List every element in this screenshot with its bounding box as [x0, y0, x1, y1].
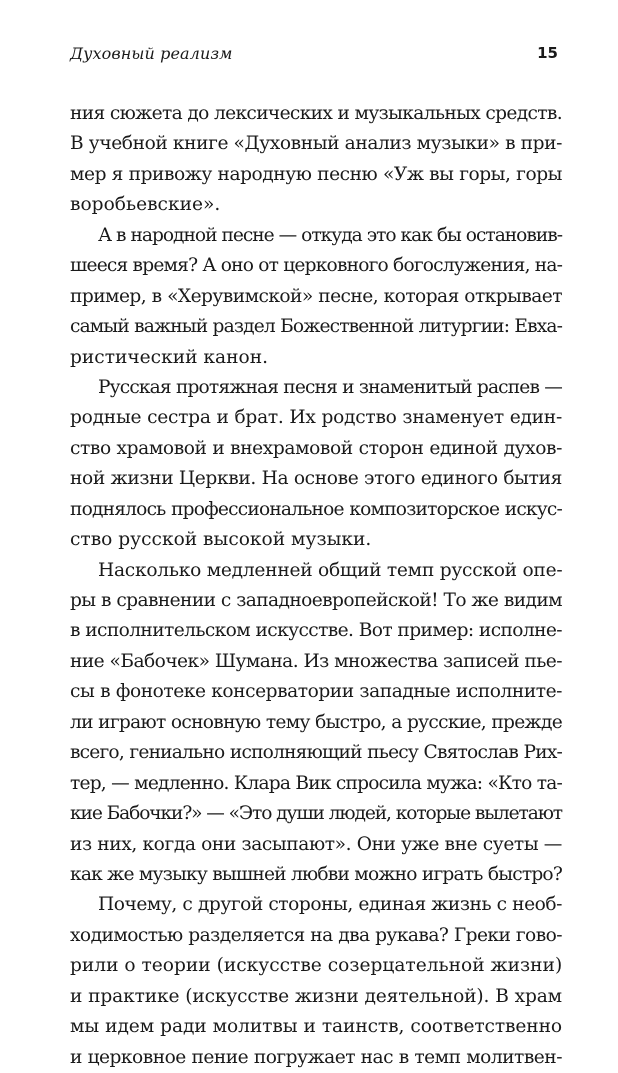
- text-line: тер, — медленно. Клара Вик спросила мужа: «Кто та-: [70, 772, 562, 794]
- text-line: в исполнительском искусстве. Вот пример: исполне-: [70, 620, 562, 642]
- text-line: как же музыку вышней любви можно играть быстро?: [70, 863, 562, 885]
- text-line: ры в сравнении с западноевропейской! То же видим: [70, 590, 562, 611]
- text-line: шееся время? А оно от церковного богослужения, на-: [70, 255, 563, 277]
- paragraph-first-line: Русская протяжная песня и знаменитый распев —: [98, 376, 562, 398]
- text-line: родные сестра и брат. Их родство знаменует един-: [70, 407, 562, 429]
- text-line: мер я привожу народную песню «Уж вы горы, горы: [70, 163, 562, 185]
- page-number: 15: [537, 44, 558, 62]
- text-line: всего, гениально исполняющий пьесу Святослав Рих-: [70, 742, 562, 764]
- text-line: ство русской высокой музыки.: [70, 529, 372, 551]
- text-line: воробьевские».: [70, 194, 221, 216]
- text-line: В учебной книге «Духовный анализ музыки» в при-: [70, 133, 563, 155]
- text-line: мы идем ради молитвы и таинств, соответственно: [70, 1016, 562, 1038]
- paragraph-first-line: А в народной песне — откуда это как бы остановив-: [98, 224, 562, 246]
- paragraph-first-line: Насколько медленней общий темп русской опе-: [98, 559, 563, 581]
- text-line: ной жизни Церкви. На основе этого единого бытия: [70, 468, 562, 490]
- text-line: ния сюжета до лексических и музыкальных средств.: [70, 103, 562, 124]
- text-line: из них, когда они засыпают». Они уже вне суеты —: [70, 833, 562, 855]
- text-line: сы в фонотеке консерватории западные исполните-: [70, 681, 562, 703]
- text-line: поднялось профессиональное композиторское искус-: [70, 498, 562, 520]
- text-line: пример, в «Херувимской» песне, которая открывает: [70, 285, 562, 307]
- running-title: Духовный реализм: [70, 44, 233, 63]
- text-line: ство храмовой и внехрамовой сторон единой духов-: [70, 437, 562, 459]
- text-line: ристический канон.: [70, 346, 269, 368]
- paragraph-first-line: Почему, с другой стороны, единая жизнь с необ-: [98, 894, 562, 916]
- text-line: и практике (искусстве жизни деятельной). В храм: [70, 985, 562, 1007]
- text-line: рили о теории (искусстве созерцательной жизни): [70, 955, 563, 977]
- text-line: кие Бабочки?» — «Это души людей, которые вылетают: [70, 803, 562, 825]
- text-line: самый важный раздел Божественной литургии: Евха-: [70, 316, 562, 338]
- text-line: ли играют основную тему быстро, а русские, прежде: [70, 711, 562, 733]
- text-line: ние «Бабочек» Шумана. Из множества записей пье-: [70, 650, 562, 672]
- text-line: и церковное пение погружает нас в темп молитвен-: [70, 1046, 562, 1068]
- text-line: ходимостью разделяется на два рукава? Греки гово-: [70, 924, 562, 946]
- body-text: [70, 99, 562, 1073]
